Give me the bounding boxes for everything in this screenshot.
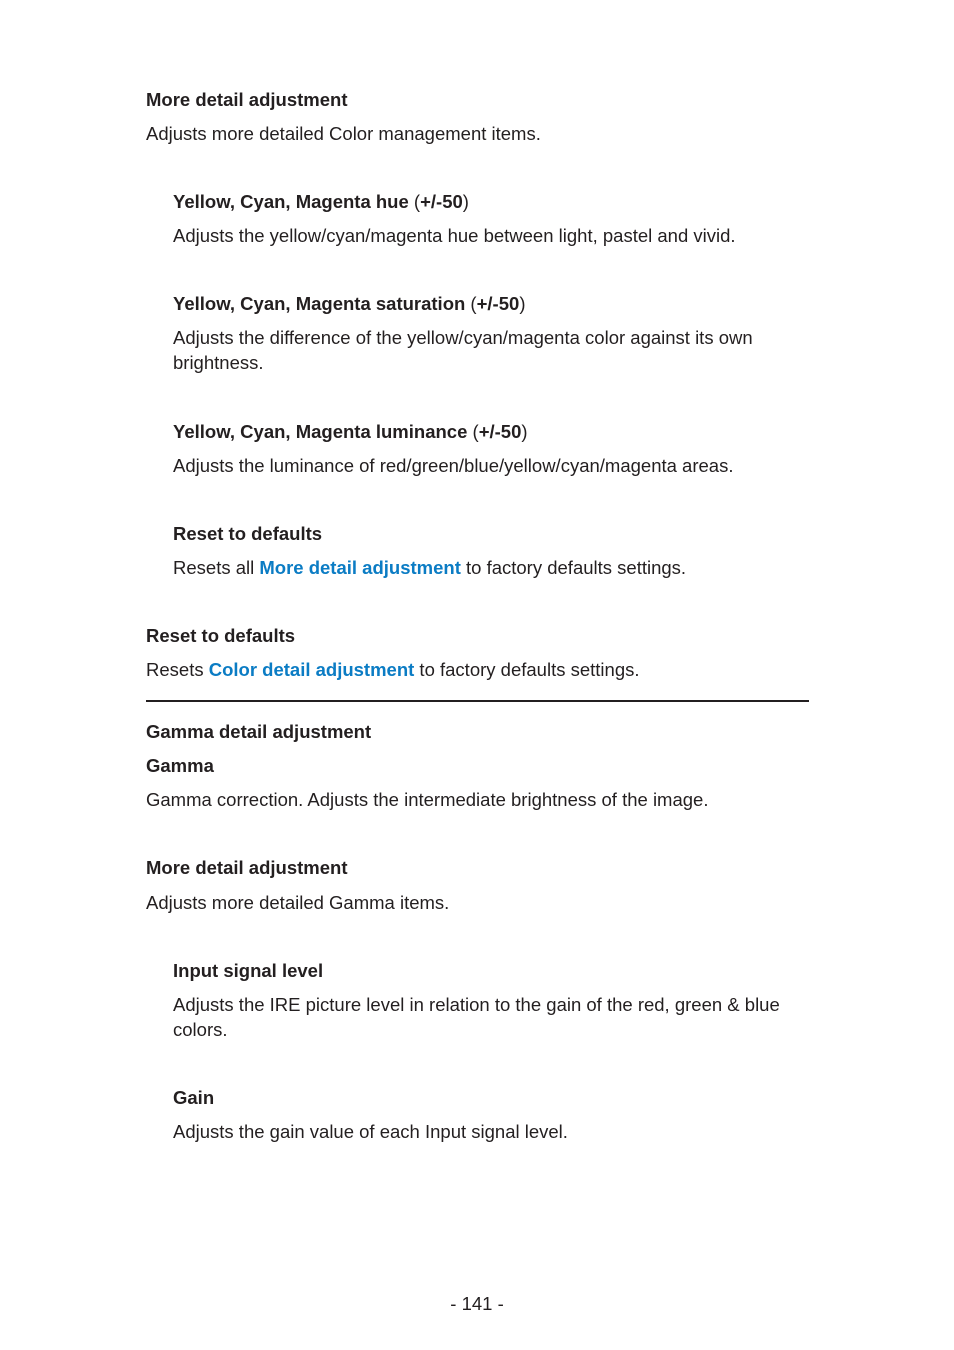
hue-heading bbox=[173, 191, 469, 213]
reset-text-1-pre: Resets all bbox=[173, 557, 260, 578]
gamma-heading: Gamma bbox=[146, 755, 214, 776]
hue-text: Adjusts the yellow/cyan/magenta hue between light, pastel and vivid. bbox=[173, 225, 736, 246]
luminance-range: /-50 bbox=[489, 421, 522, 442]
reset-text-1-post: to factory defaults settings. bbox=[460, 557, 687, 578]
hue-paren-close: ) bbox=[462, 191, 469, 212]
saturation-range: /-50 bbox=[487, 293, 520, 314]
more-detail-text-2: Adjusts more detailed Gamma items. bbox=[146, 892, 450, 913]
luminance-heading-label: Yellow, Cyan, Magenta luminance bbox=[173, 421, 468, 442]
saturation-heading bbox=[173, 293, 525, 315]
luminance-paren-open: ( bbox=[467, 421, 479, 442]
gain-heading: Gain bbox=[173, 1087, 215, 1108]
luminance-plus: + bbox=[478, 421, 490, 442]
input-signal-text: Adjusts the IRE picture level in relation to the gain of the red, green & blue colors. bbox=[173, 994, 780, 1040]
reset-defaults-text-1 bbox=[173, 555, 813, 580]
luminance-paren-close: ) bbox=[521, 421, 528, 442]
hue-plus: + bbox=[420, 191, 431, 212]
reset-text-2-post: to factory defaults settings. bbox=[414, 659, 640, 680]
hue-paren-open: ( bbox=[408, 191, 421, 212]
more-detail-heading-2: More detail adjustment bbox=[146, 857, 348, 878]
luminance-heading bbox=[173, 421, 528, 443]
saturation-heading-label: Yellow, Cyan, Magenta saturation bbox=[173, 293, 466, 314]
more-detail-heading: More detail adjustment bbox=[146, 89, 348, 110]
section-divider bbox=[146, 700, 809, 702]
more-detail-text: Adjusts more detailed Color management items. bbox=[146, 123, 541, 144]
more-detail-adjustment-link[interactable]: More detail adjustment bbox=[259, 557, 461, 578]
gain-text: Adjusts the gain value of each Input signal level. bbox=[173, 1121, 568, 1142]
saturation-plus: + bbox=[476, 293, 488, 314]
page-number: - 141 - bbox=[450, 1293, 504, 1314]
reset-defaults-heading-2: Reset to defaults bbox=[146, 625, 296, 646]
hue-heading-label: Yellow, Cyan, Magenta hue bbox=[173, 191, 409, 212]
reset-defaults-text-2 bbox=[146, 657, 786, 682]
reset-defaults-heading-1: Reset to defaults bbox=[173, 523, 323, 544]
gamma-text: Gamma correction. Adjusts the intermediate brightness of the image. bbox=[146, 789, 709, 810]
reset-text-2-pre: Resets bbox=[146, 659, 209, 680]
input-signal-heading: Input signal level bbox=[173, 960, 324, 981]
color-detail-adjustment-link[interactable]: Color detail adjustment bbox=[208, 659, 415, 680]
saturation-paren-close: ) bbox=[519, 293, 526, 314]
saturation-text: Adjusts the difference of the yellow/cyan/magenta color against its own brightness. bbox=[173, 327, 753, 373]
hue-range: /-50 bbox=[430, 191, 463, 212]
luminance-text: Adjusts the luminance of red/green/blue/yellow/cyan/magenta areas. bbox=[173, 455, 734, 476]
saturation-paren-open: ( bbox=[465, 293, 477, 314]
gamma-detail-heading: Gamma detail adjustment bbox=[146, 721, 372, 742]
